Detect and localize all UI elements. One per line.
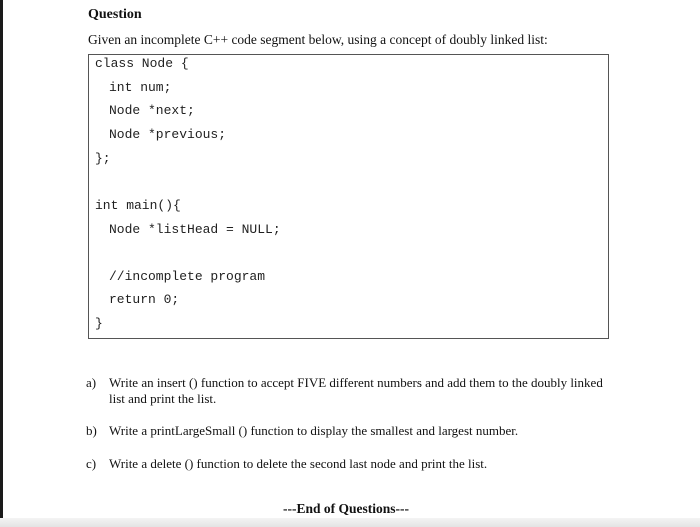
bottom-shadow <box>0 518 700 527</box>
question-letter: c) <box>86 456 97 471</box>
code-line: //incomplete program <box>109 269 266 284</box>
question-letter: a) <box>86 375 97 390</box>
end-of-questions: ---End of Questions--- <box>283 501 410 516</box>
code-line: return 0; <box>109 292 180 307</box>
question-text: Write a delete () function to delete the second last node and print the list. <box>109 456 488 471</box>
question-intro: Given an incomplete C++ code segment below, using a concept of doubly linked list: <box>88 32 548 47</box>
question-text: Write a printLargeSmall () function to display the smallest and largest number. <box>109 423 519 438</box>
code-line: int num; <box>109 80 172 95</box>
code-line: }; <box>95 151 111 166</box>
question-heading: Question <box>88 7 142 22</box>
code-line: Node *previous; <box>109 127 227 142</box>
code-line: Node *listHead = NULL; <box>109 222 281 237</box>
question-letter: b) <box>86 423 97 438</box>
code-line: } <box>95 316 103 331</box>
question-text: Write an insert () function to accept FIVE different numbers and add them to the doubly linked list and print the list. <box>109 375 603 406</box>
left-edge-bar <box>0 0 3 527</box>
code-line: Node *next; <box>109 103 195 118</box>
code-line: int main(){ <box>95 198 181 213</box>
code-segment-box <box>88 54 609 339</box>
code-line: class Node { <box>95 56 189 71</box>
